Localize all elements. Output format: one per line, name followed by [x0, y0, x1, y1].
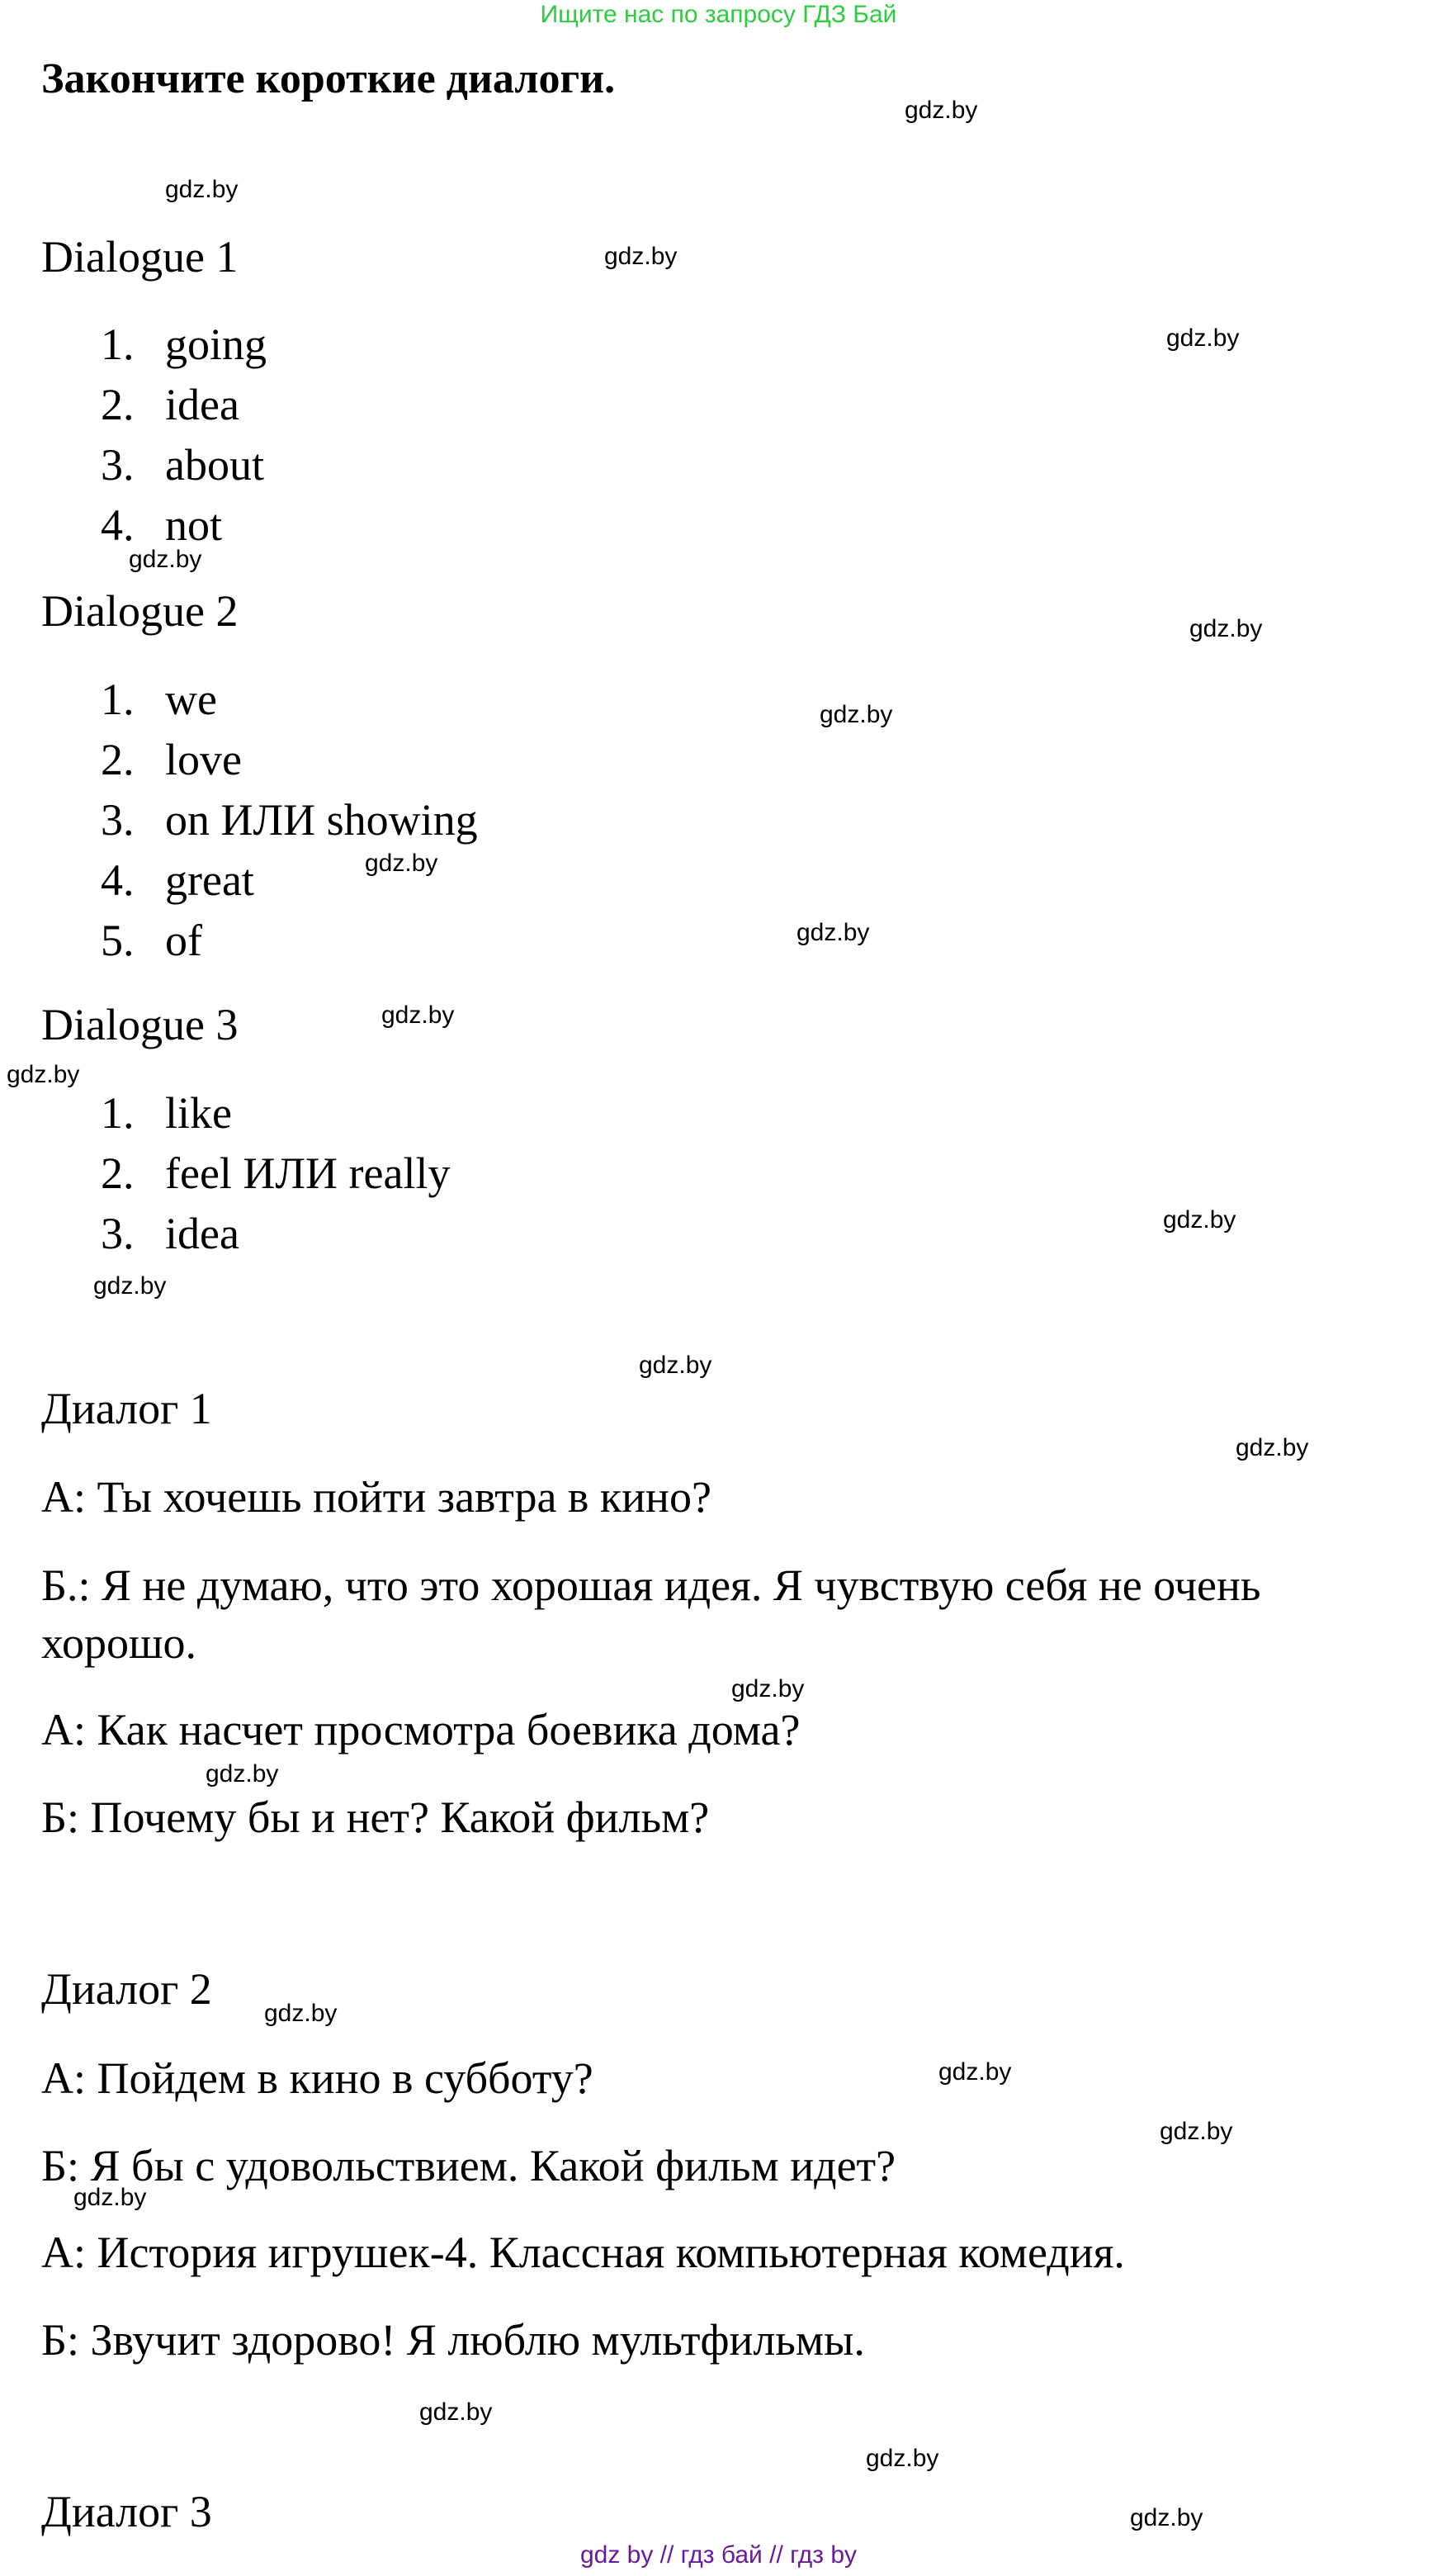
watermark: gdz.by [1130, 2504, 1203, 2531]
watermark: gdz.by [1166, 324, 1240, 352]
translation-1-line-1: А: Ты хочешь пойти завтра в кино? [41, 1472, 711, 1522]
watermark: gdz.by [731, 1675, 805, 1702]
watermark: gdz.by [820, 701, 893, 728]
list-item: 2. idea [101, 380, 239, 429]
translation-2-line-2: Б: Я бы с удовольствием. Какой фильм идет? [41, 2141, 896, 2190]
watermark: gdz.by [7, 1061, 80, 1088]
watermark: gdz.by [129, 546, 202, 573]
list-item: 2. love [101, 735, 242, 784]
watermark: gdz.by [381, 1002, 455, 1029]
watermark: gdz.by [1160, 2118, 1233, 2145]
watermark: gdz.by [938, 2058, 1012, 2086]
translation-2-line-4: Б: Звучит здорово! Я люблю мультфильмы. [41, 2315, 865, 2365]
list-item: 3. about [101, 440, 264, 490]
dialogue-1-answer-list [101, 315, 267, 556]
watermark: gdz.by [165, 176, 239, 203]
dialogue-2-heading: Dialogue 2 [41, 586, 239, 636]
translation-3-heading: Диалог 3 [41, 2487, 212, 2536]
watermark: gdz.by [1236, 1434, 1309, 1461]
list-item: 3. on ИЛИ showing [101, 795, 478, 845]
list-item: 2. feel ИЛИ really [101, 1148, 451, 1198]
translation-1-line-2: Б.: Я не думаю, что это хорошая идея. Я чувствую себя не очень хорошо. [41, 1560, 1261, 1668]
translation-1-heading: Диалог 1 [41, 1384, 212, 1433]
list-item: 4. not [101, 500, 223, 550]
list-item: 4. great [101, 855, 254, 905]
translation-1-line-3: А: Как насчет просмотра боевика дома? [41, 1705, 801, 1754]
translation-1-line-4: Б: Почему бы и нет? Какой фильм? [41, 1792, 710, 1842]
watermark: gdz.by [1163, 1206, 1236, 1234]
watermark: gdz.by [73, 2184, 147, 2211]
watermark: gdz.by [604, 243, 678, 270]
watermark: gdz.by [1189, 615, 1263, 642]
list-item: 1. we [101, 675, 217, 724]
translation-2-heading: Диалог 2 [41, 1964, 212, 2014]
dialogue-2-answer-list [101, 670, 478, 971]
watermark: gdz.by [264, 2000, 338, 2027]
dialogue-3-answer-list [101, 1083, 450, 1264]
watermark: gdz.by [365, 850, 438, 877]
watermark: gdz.by [93, 1272, 167, 1300]
top-banner-link[interactable]: Ищите нас по запросу ГДЗ Бай [540, 1, 897, 28]
watermark: gdz.by [866, 2445, 939, 2472]
watermark: gdz.by [419, 2398, 493, 2426]
footer-watermark: gdz by // гдз бай // гдз by [579, 2541, 858, 2569]
watermark: gdz.by [796, 919, 870, 946]
list-item: 1. like [101, 1088, 232, 1138]
watermark: gdz.by [639, 1352, 712, 1379]
translation-2-line-1: А: Пойдем в кино в субботу? [41, 2053, 593, 2103]
dialogue-3-heading: Dialogue 3 [41, 1000, 239, 1049]
list-item: 3. idea [101, 1209, 239, 1258]
list-item: 5. of [101, 916, 202, 965]
translation-2-line-3: А: История игрушек-4. Классная компьютерная комедия. [41, 2228, 1125, 2277]
list-item: 1. going [101, 320, 267, 369]
watermark: gdz.by [206, 1760, 279, 1788]
dialogue-1-heading: Dialogue 1 [41, 232, 239, 282]
watermark: gdz.by [905, 97, 978, 124]
page-title: Закончите короткие диалоги. [41, 55, 616, 102]
